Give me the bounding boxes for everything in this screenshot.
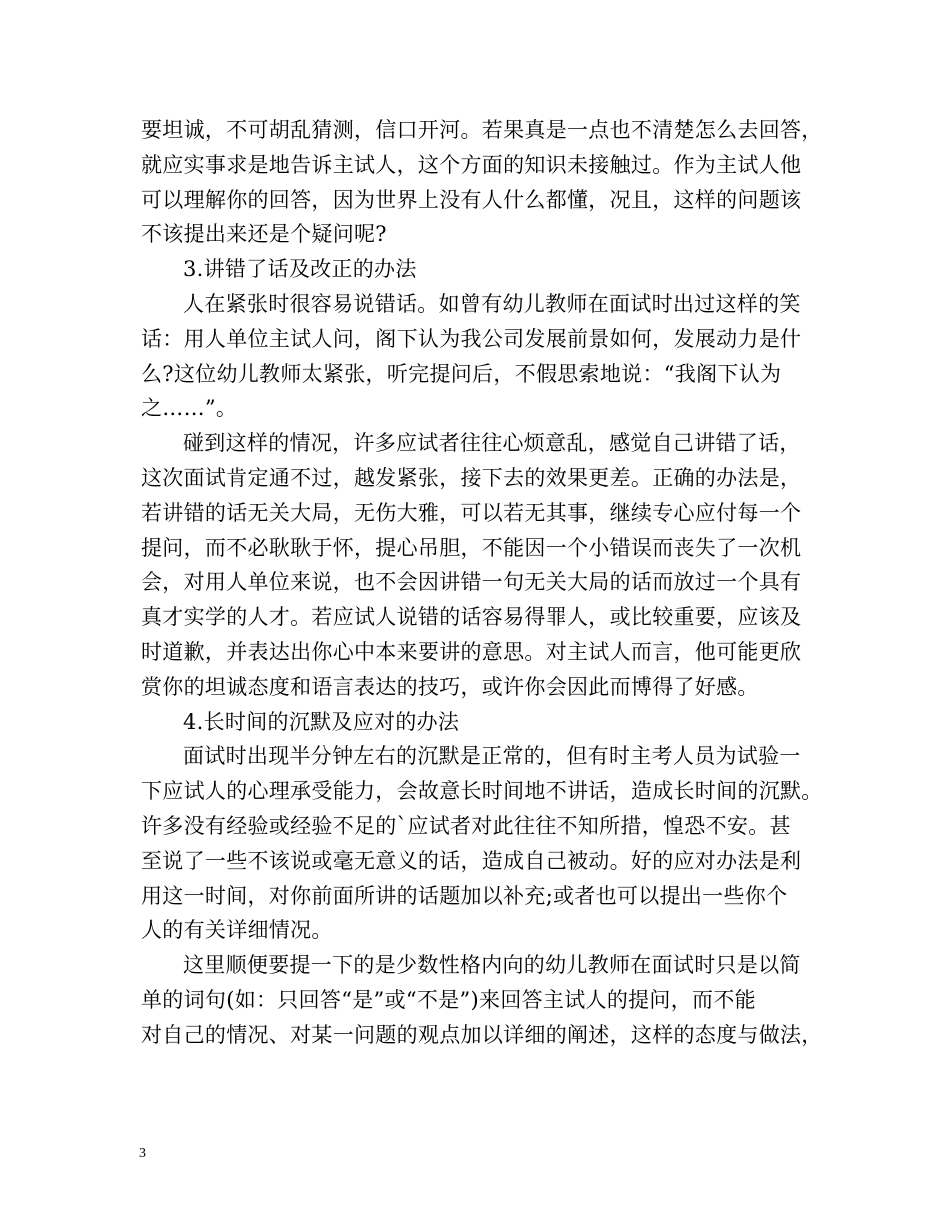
text-line: 若讲错的话无关大局，无伤大雅，可以若无其事，继续专心应付每一个 [141, 500, 802, 525]
text-line: 用这一时间，对你前面所讲的话题加以补充;或者也可以提出一些你个 [141, 883, 788, 908]
text-line: 许多没有经验或经验不足的`应试者对此往往不知所措，惶恐不安。甚 [141, 813, 791, 838]
text-line: 人的有关详细情况。 [141, 918, 333, 943]
text-line: 么?这位幼儿教师太紧张，听完提问后，不假思索地说：“我阁下认为 [141, 361, 782, 386]
text-line: 真才实学的人才。若应试人说错的话容易得罪人，或比较重要，应该及 [141, 605, 802, 630]
text-line: 会，对用人单位来说，也不会因讲错一句无关大局的话而放过一个具有 [141, 570, 802, 595]
text-line: 下应试人的心理承受能力，会故意长时间地不讲话，造成长时间的沉默。 [141, 779, 823, 804]
text-line: 要坦诚，不可胡乱猜测，信口开河。若果真是一点也不清楚怎么去回答， [141, 118, 823, 142]
page-number: 3 [139, 1146, 146, 1161]
text-line: 话：用人单位主试人问，阁下认为我公司发展前景如何，发展动力是什 [141, 326, 802, 351]
text-line: 对自己的情况、对某一问题的观点加以详细的阐述，这样的态度与做法， [141, 1022, 823, 1047]
text-line: 时道歉，并表达出你心中本来要讲的意思。对主试人而言，他可能更欣 [141, 639, 802, 664]
text-line: 之……”。 [141, 396, 238, 421]
text-line: 碰到这样的情况，许多应试者往往心烦意乱，感觉自己讲错了话， [183, 431, 801, 456]
text-line: 人在紧张时很容易说错话。如曾有幼儿教师在面试时出过这样的笑 [183, 291, 801, 316]
text-line: 就应实事求是地告诉主试人，这个方面的知识未接触过。作为主试人他 [141, 152, 802, 177]
section-heading: 3.讲错了话及改正的办法 [183, 257, 417, 282]
text-line: 至说了一些不该说或毫无意义的话，造成自己被动。好的应对办法是利 [141, 848, 802, 873]
text-line: 可以理解你的回答，因为世界上没有人什么都懂，况且，这样的问题该 [141, 187, 802, 212]
text-line: 单的词句(如：只回答“是”或“不是”)来回答主试人的提问，而不能 [141, 987, 756, 1012]
document-body [141, 113, 831, 1053]
text-line: 提问，而不必耿耿于怀，提心吊胆，不能因一个小错误而丧失了一次机 [141, 535, 802, 560]
text-line: 不该提出来还是个疑问呢? [141, 222, 387, 247]
text-line: 这次面试肯定通不过，越发紧张，接下去的效果更差。正确的办法是， [141, 465, 802, 490]
section-heading: 4.长时间的沉默及应对的办法 [183, 709, 460, 734]
text-line: 这里顺便要提一下的是少数性格内向的幼儿教师在面试时只是以简 [183, 953, 801, 978]
text-line: 赏你的坦诚态度和语言表达的技巧，或许你会因此而博得了好感。 [141, 674, 759, 699]
text-line: 面试时出现半分钟左右的沉默是正常的，但有时主考人员为试验一 [183, 744, 801, 769]
